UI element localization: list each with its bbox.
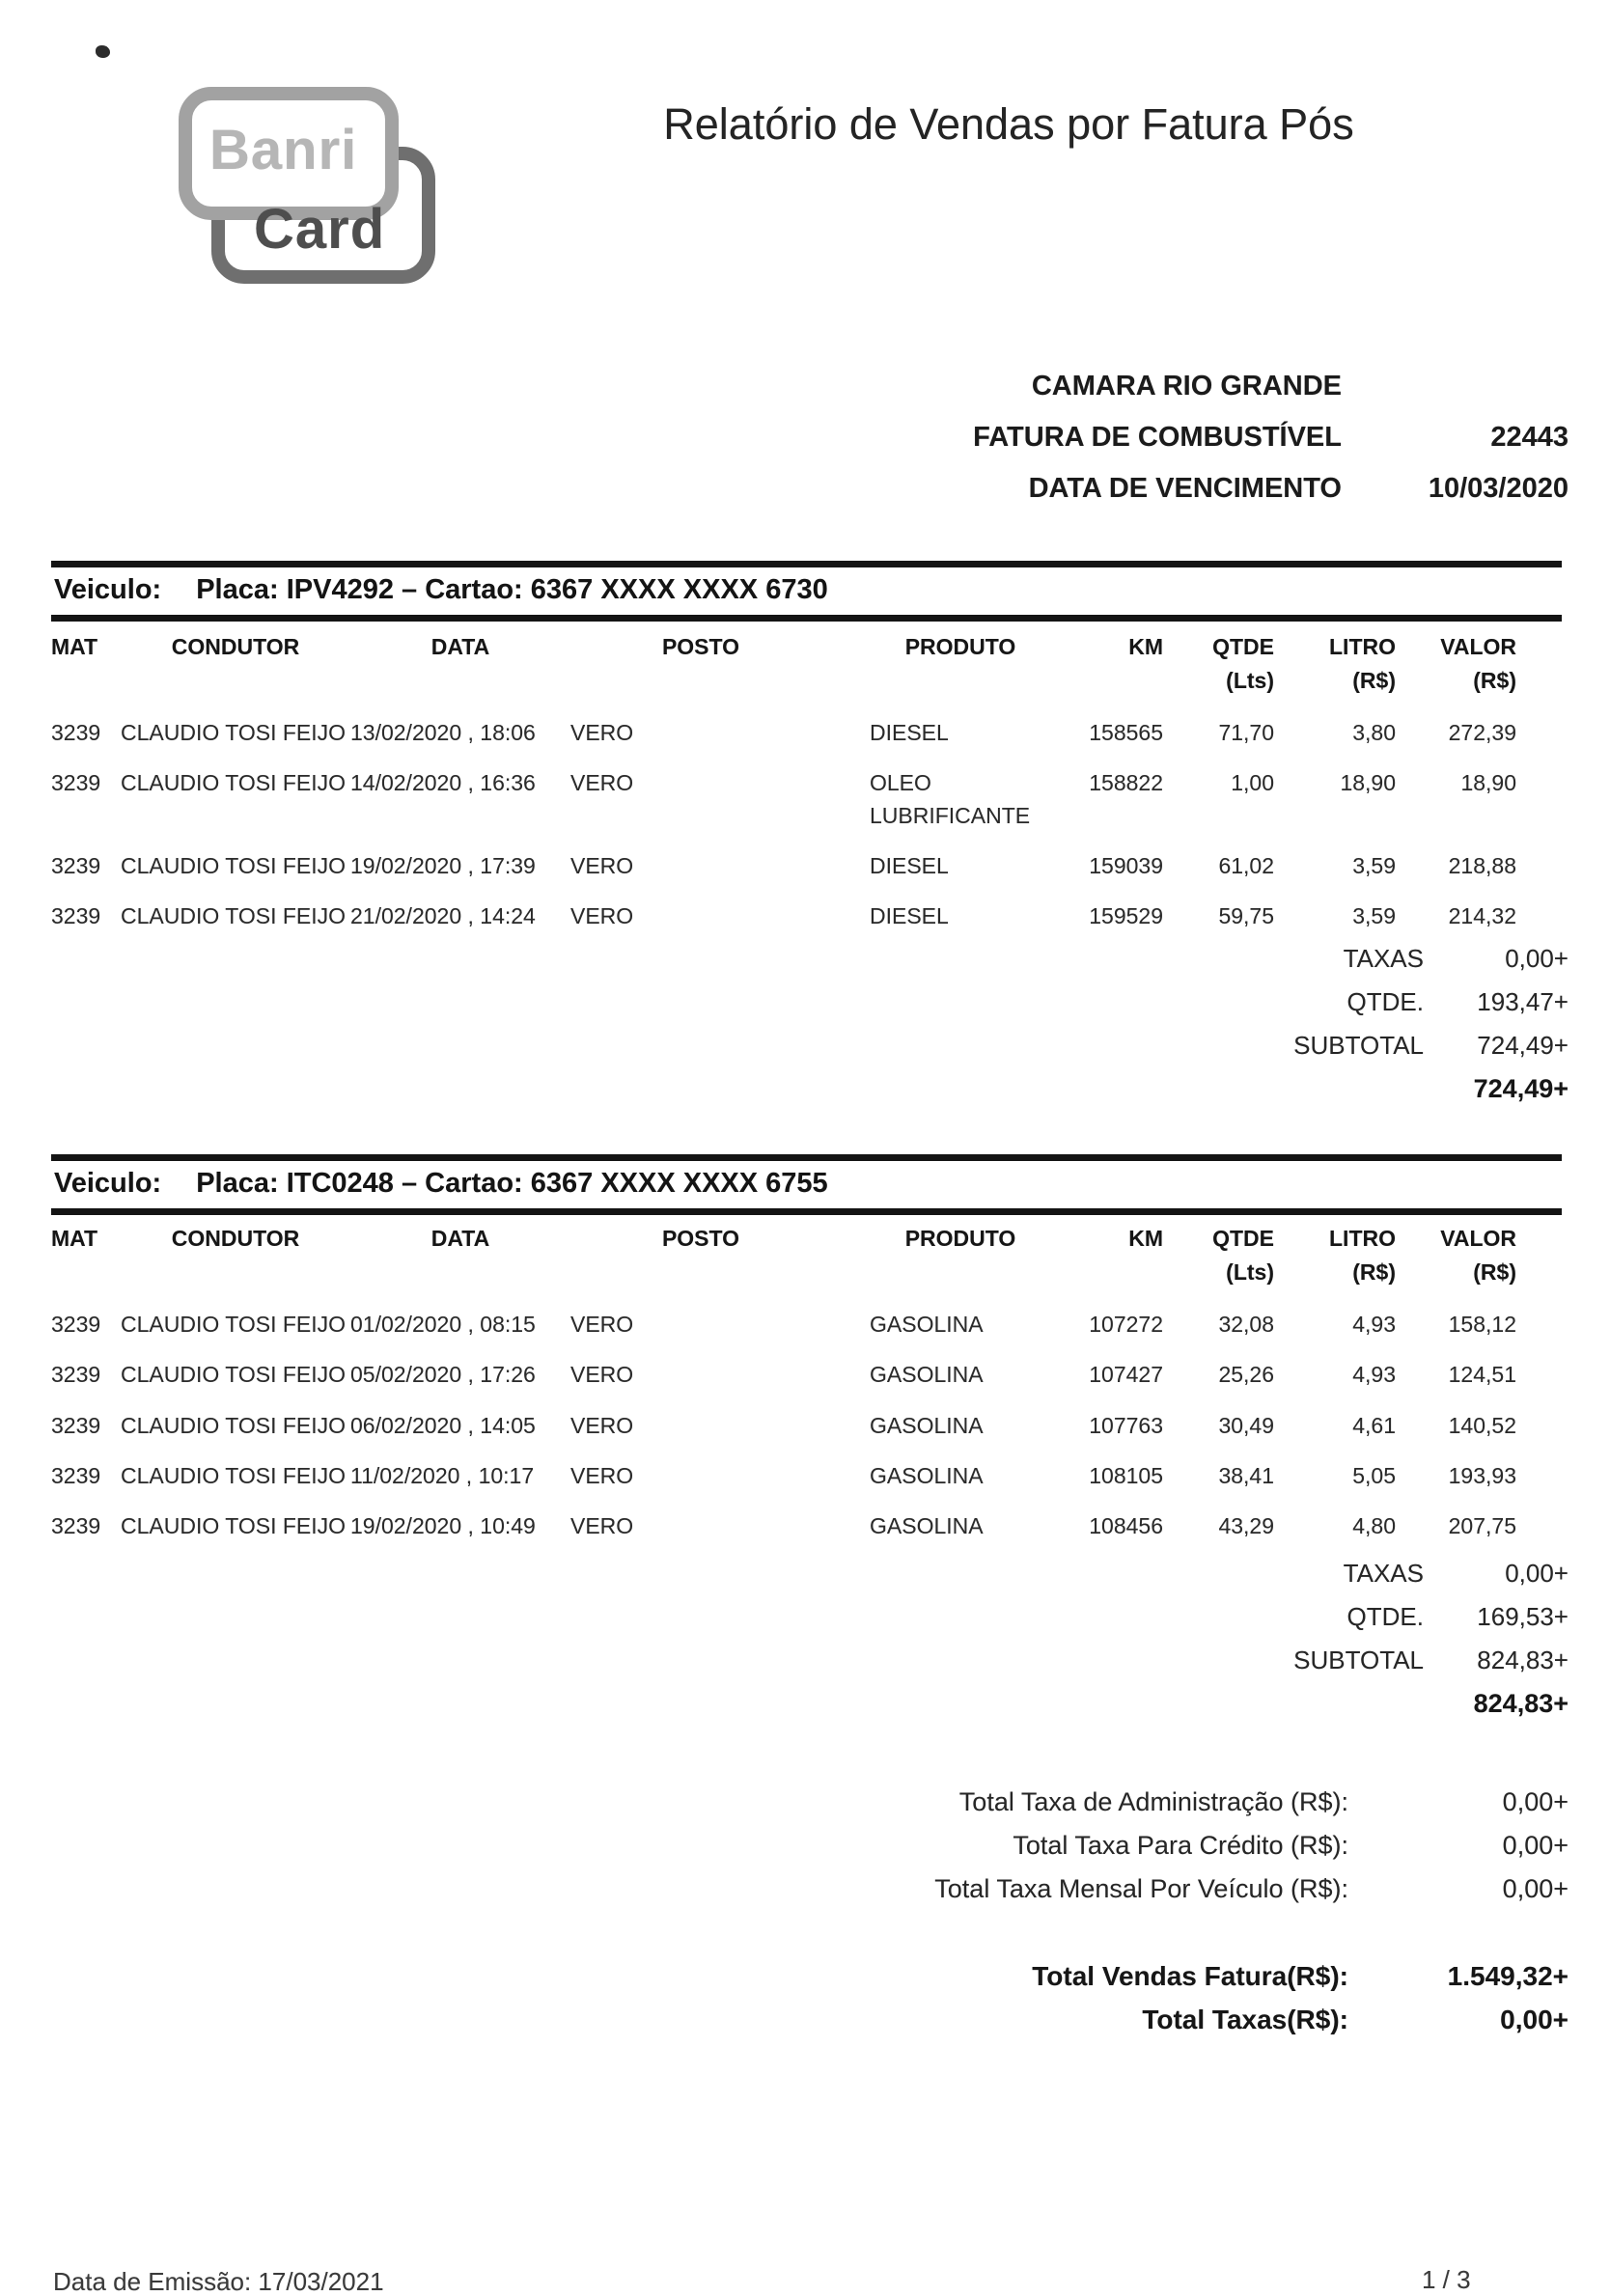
taxas-label: TAXAS bbox=[1343, 1559, 1424, 1588]
section-totals-1 bbox=[51, 944, 1568, 1118]
cell-litro: 3,80 bbox=[1352, 720, 1396, 745]
page-indicator: 1 / 3 bbox=[1422, 2265, 1471, 2294]
cell-qtde: 71,70 bbox=[1218, 720, 1274, 745]
transactions-table-1 bbox=[51, 626, 1562, 942]
cell-mat: 3239 bbox=[51, 1513, 101, 1539]
grand-totals bbox=[51, 1961, 1568, 2048]
cell-km: 108105 bbox=[1089, 1463, 1163, 1489]
cell-km: 158565 bbox=[1089, 720, 1163, 745]
column-header-qtde: QTDE (Lts) bbox=[1212, 634, 1274, 693]
cell-valor: 272,39 bbox=[1448, 720, 1516, 745]
cell-mat: 3239 bbox=[51, 1362, 101, 1388]
cell-produto: GASOLINA bbox=[870, 1412, 984, 1438]
cell-condutor: CLAUDIO TOSI FEIJO bbox=[121, 1412, 347, 1438]
vehicle-label: Veiculo: bbox=[54, 1168, 162, 1199]
column-header-data: DATA bbox=[430, 634, 490, 659]
cell-condutor: CLAUDIO TOSI FEIJO bbox=[121, 1312, 347, 1337]
cell-condutor: CLAUDIO TOSI FEIJO bbox=[121, 853, 347, 879]
column-header-posto: POSTO bbox=[661, 634, 740, 659]
subtotal-row bbox=[51, 1031, 1568, 1061]
table-header-row bbox=[51, 1218, 1562, 1299]
credit-tax-label: Total Taxa Para Crédito (R$): bbox=[1013, 1831, 1348, 1860]
cell-data: 01/02/2020 , 08:15 bbox=[350, 1312, 536, 1337]
cell-qtde: 32,08 bbox=[1218, 1312, 1274, 1337]
cell-litro: 5,05 bbox=[1352, 1463, 1396, 1489]
column-header-litro: LITRO (R$) bbox=[1329, 634, 1396, 693]
total-sales-label: Total Vendas Fatura(R$): bbox=[1032, 1961, 1348, 1991]
vehicle-section-header-1 bbox=[51, 561, 1562, 622]
column-header-condutor: CONDUTOR bbox=[171, 634, 300, 659]
qtde-label: QTDE. bbox=[1346, 1602, 1424, 1631]
cell-posto: VERO bbox=[570, 1362, 634, 1388]
cell-condutor: CLAUDIO TOSI FEIJO bbox=[121, 1513, 347, 1539]
table-header-row bbox=[51, 626, 1562, 707]
cell-valor: 207,75 bbox=[1448, 1513, 1516, 1539]
cell-mat: 3239 bbox=[51, 1412, 101, 1438]
due-date-label: DATA DE VENCIMENTO bbox=[1028, 473, 1342, 504]
cell-posto: VERO bbox=[570, 853, 634, 879]
cell-posto: VERO bbox=[570, 1412, 634, 1438]
cell-produto: DIESEL bbox=[870, 903, 949, 929]
column-header-valor: VALOR (R$) bbox=[1440, 634, 1516, 693]
column-header-qtde: QTDE (Lts) bbox=[1212, 1226, 1274, 1285]
table-row bbox=[51, 1349, 1562, 1399]
emission-date: Data de Emissão: 17/03/2021 bbox=[53, 2267, 384, 2296]
cell-condutor: CLAUDIO TOSI FEIJO bbox=[121, 770, 347, 796]
cell-qtde: 1,00 bbox=[1231, 770, 1274, 796]
cell-valor: 140,52 bbox=[1448, 1412, 1516, 1438]
admin-tax-label: Total Taxa de Administração (R$): bbox=[958, 1787, 1348, 1816]
qtde-row bbox=[51, 1602, 1568, 1632]
cell-data: 05/02/2020 , 17:26 bbox=[350, 1362, 536, 1388]
cell-km: 107763 bbox=[1089, 1412, 1163, 1438]
column-header-produto: PRODUTO bbox=[904, 1226, 1016, 1251]
cell-condutor: CLAUDIO TOSI FEIJO bbox=[121, 1362, 347, 1388]
total-taxes-label: Total Taxas(R$): bbox=[1142, 2005, 1348, 2034]
cell-condutor: CLAUDIO TOSI FEIJO bbox=[121, 903, 347, 929]
cell-produto: GASOLINA bbox=[870, 1463, 984, 1489]
admin-tax-row bbox=[51, 1787, 1568, 1817]
table-row bbox=[51, 758, 1562, 841]
cell-mat: 3239 bbox=[51, 853, 101, 879]
column-header-km: KM bbox=[1128, 1226, 1163, 1251]
cell-posto: VERO bbox=[570, 903, 634, 929]
column-header-data: DATA bbox=[430, 1226, 490, 1251]
cell-litro: 4,93 bbox=[1352, 1362, 1396, 1388]
cell-data: 13/02/2020 , 18:06 bbox=[350, 720, 536, 745]
subtotal-row bbox=[51, 1646, 1568, 1675]
cell-valor: 218,88 bbox=[1448, 853, 1516, 879]
client-row bbox=[869, 371, 1568, 402]
cell-qtde: 61,02 bbox=[1218, 853, 1274, 879]
cell-qtde: 43,29 bbox=[1218, 1513, 1274, 1539]
cell-qtde: 59,75 bbox=[1218, 903, 1274, 929]
table-row bbox=[51, 1299, 1562, 1349]
admin-tax-value: 0,00+ bbox=[1502, 1787, 1568, 1816]
table-row bbox=[51, 1501, 1562, 1551]
invoice-header bbox=[869, 371, 1568, 524]
cell-mat: 3239 bbox=[51, 1463, 101, 1489]
cell-litro: 3,59 bbox=[1352, 903, 1396, 929]
column-header-litro: LITRO (R$) bbox=[1329, 1226, 1396, 1285]
banricard-logo bbox=[179, 87, 441, 288]
table-row bbox=[51, 1451, 1562, 1501]
credit-tax-value: 0,00+ bbox=[1502, 1831, 1568, 1860]
subtotal-value: 724,49+ bbox=[1477, 1031, 1568, 1060]
cell-km: 159529 bbox=[1089, 903, 1163, 929]
total-taxes-row bbox=[51, 2005, 1568, 2035]
cell-condutor: CLAUDIO TOSI FEIJO bbox=[121, 720, 347, 745]
section-total-value: 724,49+ bbox=[1473, 1074, 1568, 1103]
cell-posto: VERO bbox=[570, 1312, 634, 1337]
monthly-tax-label: Total Taxa Mensal Por Veículo (R$): bbox=[934, 1874, 1348, 1903]
cell-condutor: CLAUDIO TOSI FEIJO bbox=[121, 1463, 347, 1489]
invoice-number: 22443 bbox=[1490, 422, 1568, 453]
column-header-mat: MAT bbox=[51, 1226, 98, 1251]
cell-km: 158822 bbox=[1089, 770, 1163, 796]
cell-valor: 124,51 bbox=[1448, 1362, 1516, 1388]
cell-data: 06/02/2020 , 14:05 bbox=[350, 1412, 536, 1438]
table-row bbox=[51, 707, 1562, 758]
section-total-row bbox=[51, 1689, 1568, 1719]
taxas-value: 0,00+ bbox=[1505, 944, 1568, 973]
column-header-posto: POSTO bbox=[661, 1226, 740, 1251]
cell-produto: OLEO LUBRIFICANTE bbox=[870, 770, 1031, 828]
qtde-label: QTDE. bbox=[1346, 987, 1424, 1016]
column-header-condutor: CONDUTOR bbox=[171, 1226, 300, 1251]
monthly-tax-value: 0,00+ bbox=[1502, 1874, 1568, 1903]
cell-valor: 193,93 bbox=[1448, 1463, 1516, 1489]
client-name: CAMARA RIO GRANDE bbox=[1031, 371, 1342, 401]
section-total-value: 824,83+ bbox=[1473, 1689, 1568, 1718]
section-total-row bbox=[51, 1074, 1568, 1104]
cell-posto: VERO bbox=[570, 770, 634, 796]
cell-mat: 3239 bbox=[51, 720, 101, 745]
cell-qtde: 38,41 bbox=[1218, 1463, 1274, 1489]
cell-posto: VERO bbox=[570, 720, 634, 745]
scan-artifact bbox=[96, 45, 110, 58]
cell-km: 107272 bbox=[1089, 1312, 1163, 1337]
column-header-valor: VALOR (R$) bbox=[1440, 1226, 1516, 1285]
client-blank-value bbox=[1342, 371, 1568, 402]
cell-produto: GASOLINA bbox=[870, 1513, 984, 1539]
cell-km: 108456 bbox=[1089, 1513, 1163, 1539]
qtde-value: 193,47+ bbox=[1477, 987, 1568, 1016]
cell-mat: 3239 bbox=[51, 770, 101, 796]
vehicle-info: Placa: IPV4292 – Cartao: 6367 XXXX XXXX 6730 bbox=[196, 574, 828, 605]
cell-litro: 3,59 bbox=[1352, 853, 1396, 879]
table-row bbox=[51, 1400, 1562, 1451]
vehicle-label: Veiculo: bbox=[54, 574, 162, 605]
cell-produto: DIESEL bbox=[870, 720, 949, 745]
column-header-mat: MAT bbox=[51, 634, 98, 659]
subtotal-label: SUBTOTAL bbox=[1293, 1031, 1424, 1060]
taxas-row bbox=[51, 944, 1568, 974]
cell-mat: 3239 bbox=[51, 1312, 101, 1337]
cell-km: 107427 bbox=[1089, 1362, 1163, 1388]
column-header-produto: PRODUTO bbox=[904, 634, 1016, 659]
qtde-row bbox=[51, 987, 1568, 1017]
cell-mat: 3239 bbox=[51, 903, 101, 929]
section-totals-2 bbox=[51, 1559, 1568, 1732]
column-header-km: KM bbox=[1128, 634, 1163, 659]
vehicle-info: Placa: ITC0248 – Cartao: 6367 XXXX XXXX 6755 bbox=[196, 1168, 828, 1199]
cell-litro: 4,93 bbox=[1352, 1312, 1396, 1337]
monthly-tax-row bbox=[51, 1874, 1568, 1904]
cell-data: 19/02/2020 , 10:49 bbox=[350, 1513, 536, 1539]
cell-litro: 4,80 bbox=[1352, 1513, 1396, 1539]
total-sales-row bbox=[51, 1961, 1568, 1992]
qtde-value: 169,53+ bbox=[1477, 1602, 1568, 1631]
cell-litro: 18,90 bbox=[1340, 770, 1396, 796]
logo-text-banri: Banri bbox=[209, 119, 358, 181]
subtotal-label: SUBTOTAL bbox=[1293, 1646, 1424, 1674]
cell-produto: GASOLINA bbox=[870, 1312, 984, 1337]
taxas-label: TAXAS bbox=[1343, 944, 1424, 973]
cell-km: 159039 bbox=[1089, 853, 1163, 879]
cell-posto: VERO bbox=[570, 1463, 634, 1489]
cell-data: 19/02/2020 , 17:39 bbox=[350, 853, 536, 879]
subtotal-value: 824,83+ bbox=[1477, 1646, 1568, 1674]
taxas-row bbox=[51, 1559, 1568, 1589]
logo-text-card: Card bbox=[254, 198, 386, 261]
cell-qtde: 30,49 bbox=[1218, 1412, 1274, 1438]
total-sales-value: 1.549,32+ bbox=[1447, 1961, 1568, 1991]
cell-qtde: 25,26 bbox=[1218, 1362, 1274, 1388]
vehicle-section-header-2 bbox=[51, 1154, 1562, 1215]
cell-posto: VERO bbox=[570, 1513, 634, 1539]
table-row bbox=[51, 841, 1562, 891]
cell-valor: 214,32 bbox=[1448, 903, 1516, 929]
tax-summary bbox=[51, 1787, 1568, 1918]
due-date-row bbox=[869, 473, 1568, 505]
due-date-value: 10/03/2020 bbox=[1428, 473, 1568, 504]
invoice-number-row bbox=[869, 422, 1568, 454]
invoice-label: FATURA DE COMBUSTÍVEL bbox=[973, 422, 1342, 453]
credit-tax-row bbox=[51, 1831, 1568, 1861]
cell-produto: GASOLINA bbox=[870, 1362, 984, 1388]
page-title: Relatório de Vendas por Fatura Pós bbox=[663, 99, 1354, 149]
cell-data: 14/02/2020 , 16:36 bbox=[350, 770, 536, 796]
total-taxes-value: 0,00+ bbox=[1500, 2005, 1568, 2034]
taxas-value: 0,00+ bbox=[1505, 1559, 1568, 1588]
cell-data: 11/02/2020 , 10:17 bbox=[350, 1463, 535, 1489]
cell-produto: DIESEL bbox=[870, 853, 949, 879]
cell-litro: 4,61 bbox=[1352, 1412, 1396, 1438]
cell-valor: 18,90 bbox=[1460, 770, 1516, 796]
transactions-table-2 bbox=[51, 1218, 1562, 1552]
table-row bbox=[51, 891, 1562, 941]
cell-data: 21/02/2020 , 14:24 bbox=[350, 903, 536, 929]
cell-valor: 158,12 bbox=[1448, 1312, 1516, 1337]
